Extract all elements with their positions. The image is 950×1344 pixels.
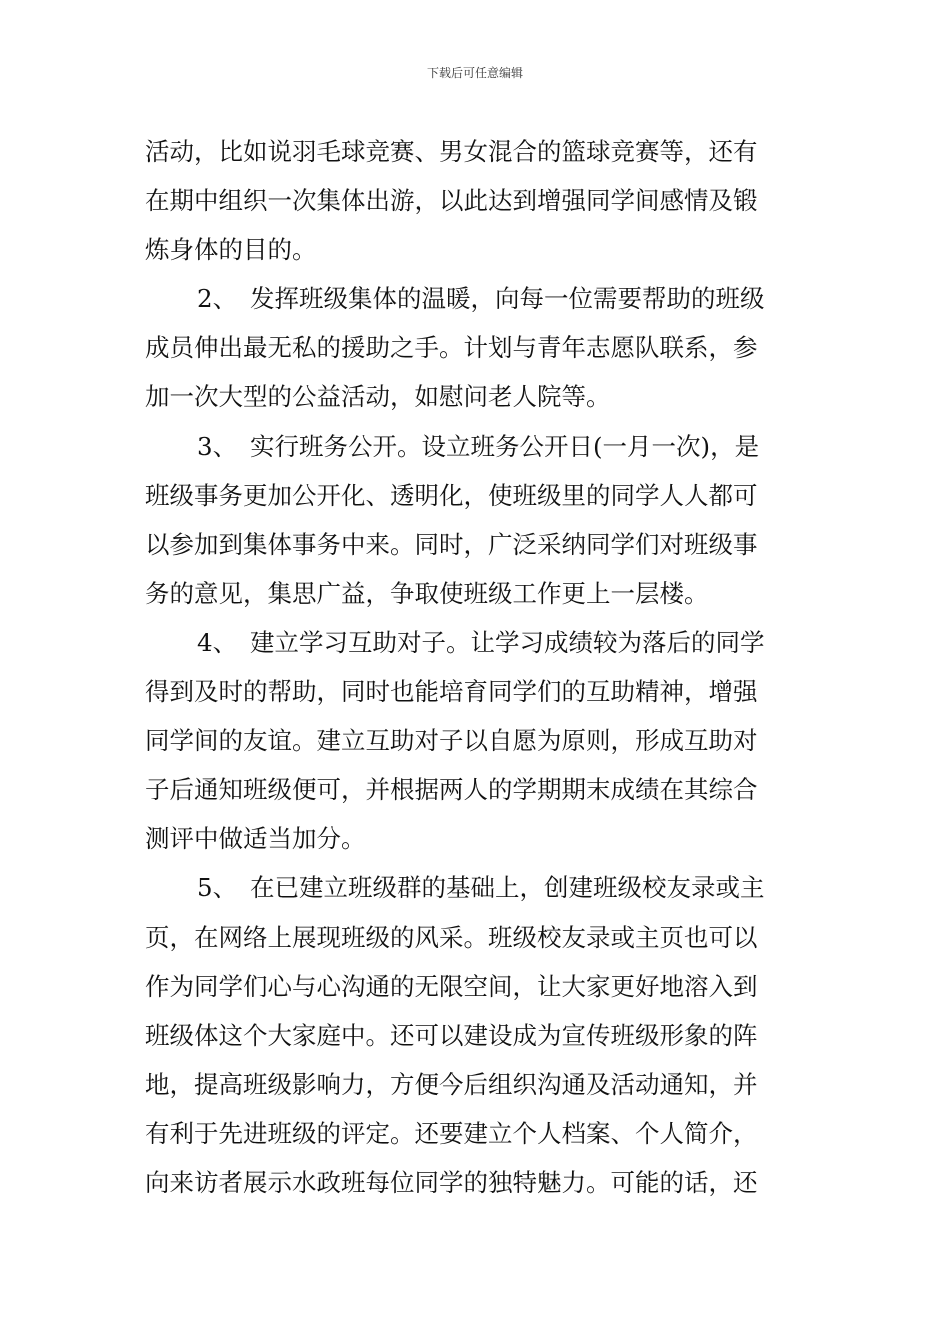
text-line: 成员伸出最无私的援助之手。计划与青年志愿队联系，参: [145, 333, 758, 363]
text-line-content: 建立学习互助对子。让学习成绩较为落后的同学: [250, 627, 765, 657]
text-line: 测评中做适当加分。: [145, 824, 366, 854]
paragraph-number: 5、: [197, 873, 238, 903]
text-line: 同学间的友谊。建立互助对子以自愿为原则，形成互助对: [145, 726, 758, 756]
paragraph: [145, 127, 810, 274]
paragraph: [145, 618, 810, 863]
text-line-content: 实行班务公开。设立班务公开日(一月一次)，是: [250, 431, 760, 461]
text-line: 有利于先进班级的评定。还要建立个人档案、个人简介，: [145, 1118, 758, 1148]
text-line: [145, 618, 810, 667]
text-line: 班级事务更加公开化、透明化，使班级里的同学人人都可: [145, 480, 758, 510]
text-line: 在期中组织一次集体出游，以此达到增强同学间感情及锻: [145, 186, 758, 216]
text-line: 页，在网络上展现班级的风采。班级校友录或主页也可以: [145, 922, 758, 952]
paragraph-number: 2、: [197, 284, 238, 314]
text-line: 班级体这个大家庭中。还可以建设成为宣传班级形象的阵: [145, 1020, 758, 1050]
text-line-content: 在已建立班级群的基础上，创建班级校友录或主: [250, 873, 765, 903]
text-line: [145, 863, 810, 912]
paragraph: [145, 274, 810, 421]
text-line: 地，提高班级影响力，方便今后组织沟通及活动通知，并: [145, 1069, 758, 1099]
document-body: [145, 127, 810, 1207]
text-line: [145, 422, 810, 471]
text-line: 子后通知班级便可，并根据两人的学期期末成绩在其综合: [145, 775, 758, 805]
text-line: 以参加到集体事务中来。同时，广泛采纳同学们对班级事: [145, 529, 758, 559]
text-line: 务的意见，集思广益，争取使班级工作更上一层楼。: [145, 578, 709, 608]
text-line: [145, 274, 810, 323]
text-line: 炼身体的目的。: [145, 235, 317, 265]
text-line: 得到及时的帮助，同时也能培育同学们的互助精神，增强: [145, 677, 758, 707]
paragraph: [145, 863, 810, 1207]
page-header: 下载后可任意编辑: [426, 66, 523, 80]
paragraph-number: 4、: [197, 627, 238, 657]
paragraph: [145, 422, 810, 618]
text-line: 作为同学们心与心沟通的无限空间，让大家更好地溶入到: [145, 971, 758, 1001]
text-line: 活动，比如说羽毛球竞赛、男女混合的篮球竞赛等，还有: [145, 137, 758, 166]
text-line: 加一次大型的公益活动，如慰问老人院等。: [145, 382, 611, 412]
text-line-content: 发挥班级集体的温暖，向每一位需要帮助的班级: [250, 284, 765, 314]
paragraph-number: 3、: [197, 431, 238, 461]
text-line: 向来访者展示水政班每位同学的独特魅力。可能的话，还: [145, 1167, 758, 1197]
